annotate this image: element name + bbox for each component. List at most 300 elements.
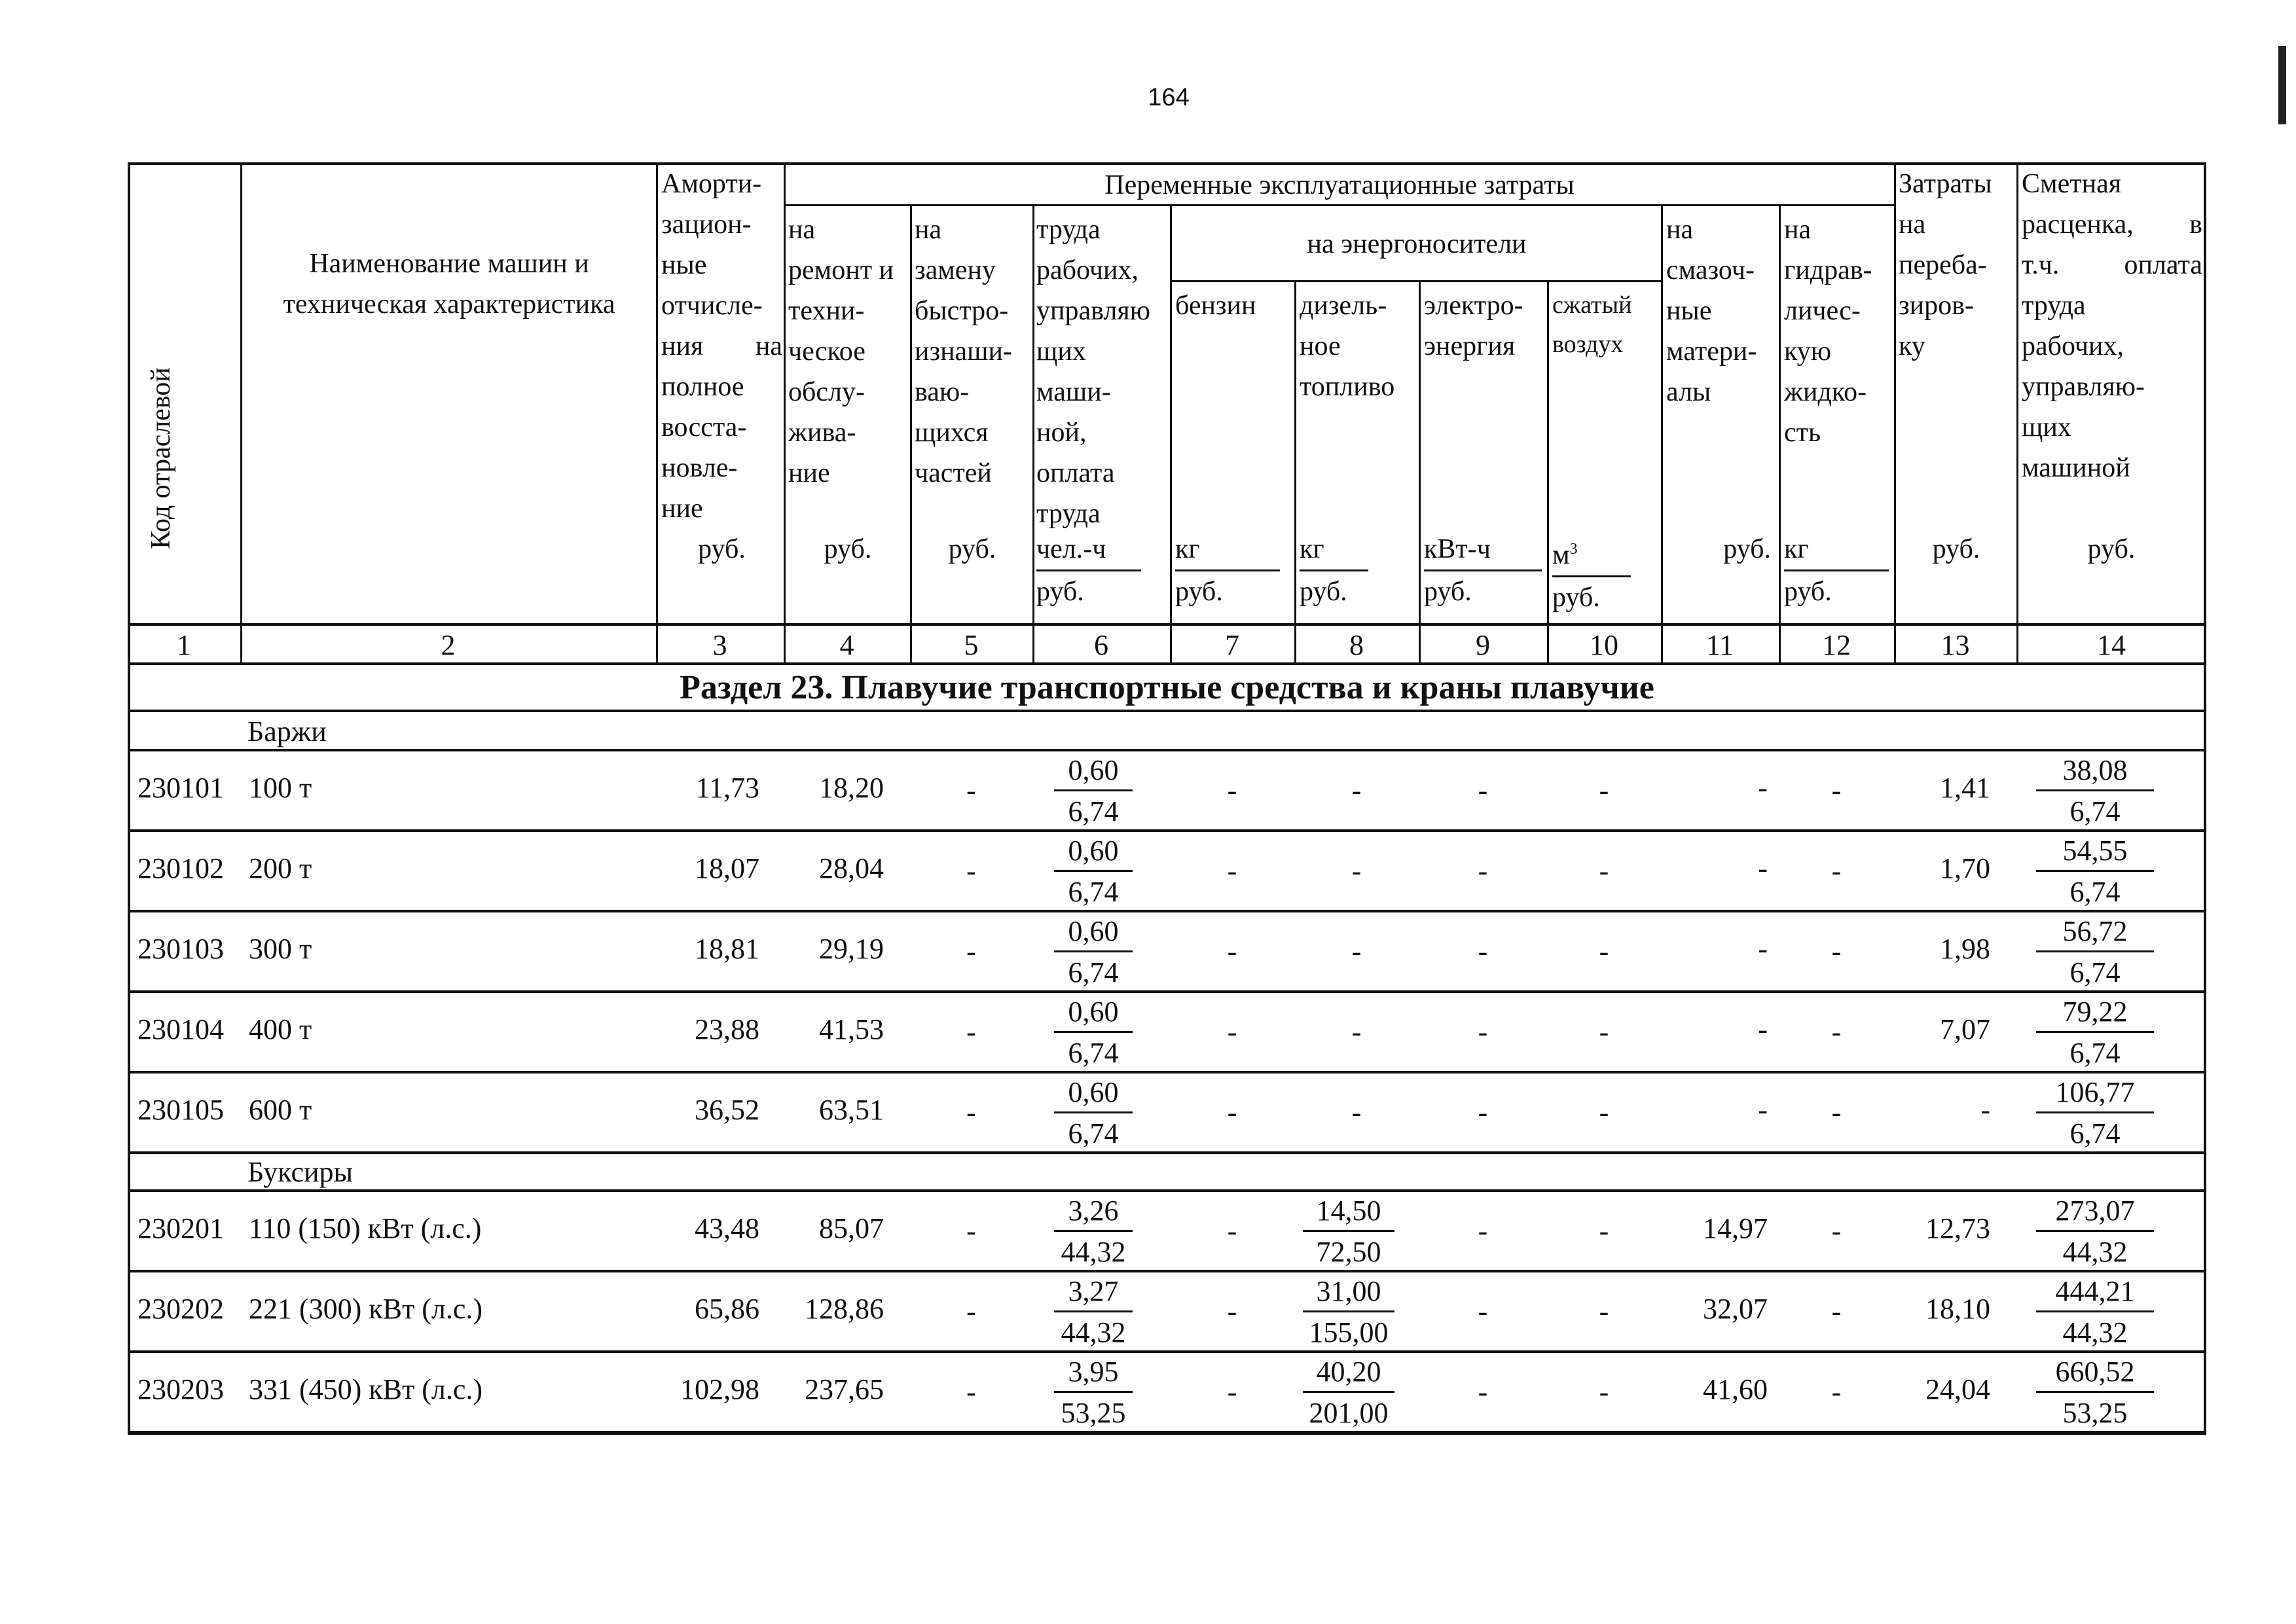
machine-name: 100 т [249, 772, 312, 804]
header-line: управляю [1036, 296, 1151, 326]
fraction-denominator: 44,32 [1061, 1236, 1126, 1268]
fraction-numerator: 56,72 [2036, 912, 2154, 952]
labor-fraction [1054, 1272, 1133, 1350]
relocation-value: 7,07 [1940, 1013, 1990, 1045]
dash-value: - [1351, 1096, 1362, 1128]
unit-line: чел.-ч [1036, 529, 1141, 571]
labor-fraction [1054, 751, 1133, 829]
unit-c3: руб. [698, 534, 746, 564]
header-repair [788, 209, 909, 494]
estimate-fraction [2036, 751, 2154, 829]
row-border [128, 1270, 2206, 1272]
dash-value: - [1351, 855, 1362, 887]
repair-value: 18,20 [819, 772, 884, 804]
machine-code: 230105 [137, 1094, 224, 1126]
dash-value: - [1227, 1215, 1237, 1247]
fraction-numerator: 3,26 [1054, 1192, 1133, 1232]
unit-c6 [1036, 529, 1141, 612]
header-line: энергия [1424, 331, 1516, 361]
machine-name: 300 т [249, 933, 312, 965]
unit-c8 [1300, 529, 1368, 612]
lubricant-value: 32,07 [1703, 1293, 1768, 1325]
dash-value: - [1599, 855, 1609, 887]
column-number: 9 [1476, 629, 1490, 661]
column-number: 5 [964, 629, 979, 661]
dash-value: - [1351, 1016, 1362, 1048]
column-number: 3 [712, 629, 727, 661]
header-estimate [2022, 164, 2202, 488]
column-number: 2 [441, 629, 456, 661]
unit-line: кг [1784, 529, 1889, 571]
labor-fraction [1054, 1074, 1133, 1151]
dash-value: - [1478, 935, 1488, 967]
diesel-fraction [1303, 1192, 1394, 1270]
estimate-fraction [2036, 912, 2154, 990]
header-energy: на энергоносители [1307, 229, 1527, 259]
fraction-denominator: 6,74 [1068, 1037, 1119, 1069]
unit-line: руб. [1424, 577, 1472, 607]
fraction-numerator: 14,50 [1303, 1192, 1394, 1232]
unit-c13: руб. [1932, 534, 1980, 564]
header-line: ное [1300, 331, 1341, 361]
table-right-border [2204, 162, 2206, 1435]
edge-mark [2278, 46, 2286, 124]
col-divider [1170, 204, 1172, 665]
unit-c5: руб. [948, 534, 996, 564]
group-heading: Баржи [247, 715, 327, 748]
fraction-numerator: 660,52 [2036, 1353, 2154, 1393]
labor-fraction [1054, 1192, 1133, 1270]
col-divider [240, 162, 242, 665]
header-line: смазоч- [1666, 255, 1755, 285]
header-line: Сметная [2022, 169, 2122, 199]
dash-value: - [1478, 1295, 1488, 1327]
dash-value: - [1351, 774, 1362, 806]
dash-value: - [1599, 1215, 1609, 1247]
unit-line: кВт-ч [1424, 529, 1542, 571]
fraction-denominator: 44,32 [1061, 1316, 1126, 1348]
fraction-denominator: 155,00 [1309, 1316, 1389, 1348]
header-line: Затраты [1899, 169, 1992, 199]
dash-value: - [1478, 855, 1488, 887]
machine-name: 110 (150) кВт (л.с.) [249, 1212, 482, 1244]
header-relocation [1899, 164, 2015, 367]
header-line: ные [661, 250, 707, 280]
header-line: личес- [1784, 296, 1861, 326]
header-line: оплата [1036, 458, 1115, 488]
fraction-denominator: 6,74 [2069, 1037, 2121, 1069]
header-line: на [788, 215, 816, 245]
machine-name: 221 (300) кВт (л.с.) [249, 1293, 483, 1325]
header-line: труда [2022, 291, 2086, 321]
header-line: на [1666, 215, 1694, 245]
header-line: рабочих, [1036, 255, 1139, 285]
estimate-fraction [2036, 1353, 2154, 1431]
header-line: рабочих, [2022, 331, 2124, 361]
header-line: маши- [1036, 377, 1111, 407]
unit-line [1552, 529, 1631, 577]
header-line: ку [1899, 331, 1925, 361]
col-divider [1032, 204, 1034, 665]
fraction-numerator: 31,00 [1303, 1272, 1394, 1312]
unit-line: руб. [1036, 577, 1084, 607]
header-labor [1036, 209, 1169, 534]
fraction-numerator: 0,60 [1054, 993, 1133, 1033]
dash-value: - [1831, 855, 1842, 887]
amortization-value: 18,07 [695, 852, 759, 884]
dash-value: - [1478, 1016, 1488, 1048]
fraction-denominator: 6,74 [2069, 876, 2121, 908]
lubricant-value: 41,60 [1703, 1373, 1768, 1405]
col-divider [910, 204, 912, 665]
fraction-denominator: 6,74 [2069, 956, 2121, 988]
page-number: 164 [1148, 84, 1190, 111]
group-heading: Буксиры [247, 1156, 354, 1188]
dash-value: - [1831, 1096, 1842, 1128]
dash-value: - [1478, 1215, 1488, 1247]
machine-name: 331 (450) кВт (л.с.) [249, 1373, 483, 1405]
dash-value: - [1831, 1016, 1842, 1048]
row-border [128, 1189, 2206, 1192]
header-parts [915, 209, 1031, 494]
header-lubricants [1666, 209, 1777, 412]
dash-value: - [966, 774, 976, 806]
column-number: 12 [1822, 629, 1851, 661]
row-border [128, 749, 2206, 751]
unit-line: руб. [1175, 577, 1223, 607]
unit-line: кг [1300, 529, 1368, 571]
machine-name: 600 т [249, 1094, 312, 1126]
estimate-fraction [2036, 832, 2154, 910]
header-line: щихся [915, 418, 989, 448]
unit-c12 [1784, 529, 1889, 612]
dash-value: - [1599, 1376, 1609, 1408]
header-line: новле- [661, 453, 738, 483]
amortization-value: 11,73 [695, 772, 759, 804]
column-number: 11 [1705, 629, 1734, 661]
diesel-fraction [1303, 1272, 1394, 1350]
dash-value: - [1227, 1295, 1237, 1327]
column-number: 1 [177, 629, 191, 661]
lubricant-value: 14,97 [1703, 1212, 1768, 1244]
amortization-value: 65,86 [695, 1293, 759, 1325]
unit-line: руб. [1552, 583, 1600, 613]
relocation-value: 24,04 [1925, 1373, 1990, 1405]
column-number: 13 [1941, 629, 1970, 661]
lubricant-value: - [1758, 933, 1768, 965]
unit-line: руб. [1784, 577, 1832, 607]
repair-value: 63,51 [819, 1094, 884, 1126]
dash-value: - [1227, 774, 1237, 806]
dash-value: - [1599, 1295, 1609, 1327]
estimate-fraction [2036, 993, 2154, 1071]
fraction-numerator: 3,27 [1054, 1272, 1133, 1312]
header-line: ния на [661, 331, 782, 361]
unit-text: м [1552, 540, 1570, 570]
column-number: 4 [839, 629, 854, 661]
column-number: 7 [1225, 629, 1239, 661]
header-line: отчисле- [661, 291, 763, 321]
row-border [128, 1151, 2206, 1154]
column-number: 14 [2097, 629, 2126, 661]
unit-c10 [1552, 529, 1631, 618]
header-line: быстро- [915, 296, 1009, 326]
relocation-value: - [1980, 1094, 1990, 1126]
header-code: Код отраслевой [146, 367, 176, 549]
fraction-denominator: 44,32 [2062, 1316, 2128, 1348]
fraction-denominator: 53,25 [1061, 1397, 1126, 1429]
relocation-value: 18,10 [1925, 1293, 1990, 1325]
header-line: т.ч. оплата [2022, 250, 2202, 280]
header-line: воздух [1552, 331, 1624, 358]
fraction-numerator: 54,55 [2036, 832, 2154, 872]
column-number: 10 [1590, 629, 1618, 661]
estimate-fraction [2036, 1074, 2154, 1151]
header-hydraulic [1784, 209, 1893, 453]
header-line: алы [1666, 377, 1711, 407]
header-line: зацион- [661, 209, 752, 240]
row-border [128, 990, 2206, 993]
header-line: полное [661, 372, 744, 402]
row-border [128, 1350, 2206, 1353]
header-line: матери- [1666, 336, 1757, 367]
row-border [128, 1071, 2206, 1074]
dash-value: - [1599, 1016, 1609, 1048]
dash-value: - [1831, 1376, 1842, 1408]
column-number: 8 [1349, 629, 1364, 661]
unit-superscript: 3 [1569, 541, 1578, 558]
dash-value: - [1599, 1096, 1609, 1128]
relocation-value: 1,70 [1940, 852, 1990, 884]
dash-value: - [966, 1215, 976, 1247]
dash-value: - [1478, 1376, 1488, 1408]
dash-value: - [1478, 774, 1488, 806]
col-divider [1779, 204, 1781, 665]
dash-value: - [1831, 1295, 1842, 1327]
dash-value: - [966, 935, 976, 967]
relocation-value: 1,41 [1940, 772, 1990, 804]
header-line: на [1784, 215, 1812, 245]
header-line: труда [1036, 215, 1101, 245]
section-title: Раздел 23. Плавучие транспортные средства и краны плавучие [680, 669, 1654, 706]
row-border [128, 829, 2206, 832]
fraction-numerator: 79,22 [2036, 993, 2154, 1033]
dash-value: - [1227, 1376, 1237, 1408]
header-line: труда [1036, 499, 1101, 529]
header-line: зиров- [1899, 291, 1974, 321]
header-amortization [661, 164, 782, 529]
dash-value: - [1227, 1016, 1237, 1048]
dash-value: - [966, 1376, 976, 1408]
dash-value: - [1227, 1096, 1237, 1128]
header-electricity [1424, 285, 1546, 367]
header-variable-costs: Переменные эксплуатационные затраты [1104, 170, 1575, 200]
fraction-numerator: 444,21 [2036, 1272, 2154, 1312]
unit-c4: руб. [824, 534, 872, 564]
dash-value: - [1831, 1215, 1842, 1247]
header-line: переба- [1899, 250, 1987, 280]
dash-value: - [966, 855, 976, 887]
amortization-value: 102,98 [680, 1373, 759, 1405]
unit-line: кг [1175, 529, 1280, 571]
header-line: сть [1784, 418, 1821, 448]
fraction-denominator: 44,32 [2062, 1236, 2128, 1268]
fraction-denominator: 6,74 [1068, 1117, 1119, 1149]
header-line: управляю- [2022, 372, 2145, 402]
header-line: ваю- [915, 377, 970, 407]
column-number: 6 [1094, 629, 1108, 661]
dash-value: - [1351, 935, 1362, 967]
header-line: кую [1784, 336, 1832, 367]
header-line: жидко- [1784, 377, 1867, 407]
section-title-bottom-border [128, 710, 2206, 712]
header-line: ной, [1036, 418, 1087, 448]
header-diesel [1300, 285, 1417, 407]
unit-c9 [1424, 529, 1542, 612]
col-divider [1661, 204, 1663, 665]
fraction-numerator: 40,20 [1303, 1353, 1394, 1393]
machine-code: 230201 [137, 1212, 224, 1244]
machine-name: 400 т [249, 1013, 312, 1045]
repair-value: 237,65 [805, 1373, 884, 1405]
fraction-denominator: 6,74 [2069, 1117, 2121, 1149]
fraction-denominator: 6,74 [1068, 876, 1119, 908]
machine-code: 230102 [137, 852, 224, 884]
header-line: электро- [1424, 291, 1523, 321]
header-line: ремонт и [788, 255, 894, 285]
fraction-denominator: 6,74 [1068, 956, 1119, 988]
repair-value: 29,19 [819, 933, 884, 965]
lubricant-value: - [1758, 852, 1768, 884]
header-line: изнаши- [915, 336, 1012, 367]
labor-fraction [1054, 912, 1133, 990]
header-line: на [1899, 209, 1926, 240]
dash-value: - [1831, 935, 1842, 967]
header-line: частей [915, 458, 992, 488]
header-line: топливо [1300, 372, 1395, 402]
col-divider [784, 162, 786, 665]
header-line: ные [1666, 296, 1712, 326]
unit-c7 [1175, 529, 1280, 612]
row-border [128, 910, 2206, 912]
machine-name: 200 т [249, 852, 312, 884]
unit-line: руб. [1300, 577, 1347, 607]
unit-c11: руб. [1723, 534, 1771, 564]
header-line: техни- [788, 296, 865, 326]
labor-fraction [1054, 832, 1133, 910]
header-name [244, 244, 655, 325]
header-line: машиной [2022, 453, 2130, 483]
lubricant-value: - [1758, 772, 1768, 804]
col-divider [1894, 162, 1896, 665]
col-divider [2016, 162, 2018, 665]
labor-fraction [1054, 1353, 1133, 1431]
fraction-numerator: 0,60 [1054, 832, 1133, 872]
header-line: замену [915, 255, 996, 285]
header-line: Аморти- [661, 169, 762, 199]
header-line: расценка, в [2022, 209, 2202, 240]
header-line: щих [2022, 412, 2071, 442]
fraction-numerator: 273,07 [2036, 1192, 2154, 1232]
estimate-fraction [2036, 1272, 2154, 1350]
repair-value: 28,04 [819, 852, 884, 884]
relocation-value: 1,98 [1940, 933, 1990, 965]
repair-value: 128,86 [805, 1293, 884, 1325]
machine-code: 230202 [137, 1293, 224, 1325]
header-name-line: техническая характеристика [283, 289, 615, 319]
fraction-numerator: 0,60 [1054, 751, 1133, 791]
dash-value: - [966, 1016, 976, 1048]
labor-fraction [1054, 993, 1133, 1071]
dash-value: - [1599, 935, 1609, 967]
machine-code: 230103 [137, 933, 224, 965]
header-line: обслу- [788, 377, 865, 407]
repair-value: 41,53 [819, 1013, 884, 1045]
dash-value: - [1227, 855, 1237, 887]
lubricant-value: - [1758, 1013, 1768, 1045]
header-name-line: Наименование машин и [309, 249, 589, 279]
estimate-fraction [2036, 1192, 2154, 1270]
machine-code: 230203 [137, 1373, 224, 1405]
dash-value: - [966, 1096, 976, 1128]
dash-value: - [1831, 774, 1842, 806]
lubricant-value: - [1758, 1094, 1768, 1126]
header-line: ние [661, 494, 703, 524]
row-border [128, 1431, 2206, 1434]
amortization-value: 36,52 [695, 1094, 759, 1126]
header-line: на [915, 215, 942, 245]
fraction-denominator: 6,74 [2069, 795, 2121, 827]
fraction-numerator: 3,95 [1054, 1353, 1133, 1393]
fraction-numerator: 0,60 [1054, 1074, 1133, 1113]
col-divider [1294, 280, 1296, 665]
col-divider [1419, 280, 1421, 665]
fraction-denominator: 72,50 [1316, 1236, 1381, 1268]
fraction-denominator: 53,25 [2062, 1397, 2128, 1429]
col-divider [656, 162, 658, 665]
fraction-denominator: 201,00 [1309, 1397, 1389, 1429]
header-line: жива- [788, 418, 856, 448]
header-line: гидрав- [1784, 255, 1872, 285]
energy-divider [1170, 280, 1661, 282]
header-petrol: бензин [1175, 291, 1256, 321]
header-compressed-air [1552, 285, 1660, 364]
dash-value: - [1227, 935, 1237, 967]
fraction-numerator: 0,60 [1054, 912, 1133, 952]
relocation-value: 12,73 [1925, 1212, 1990, 1244]
amortization-value: 18,81 [695, 933, 759, 965]
dash-value: - [1478, 1096, 1488, 1128]
amortization-value: 23,88 [695, 1013, 759, 1045]
fraction-numerator: 38,08 [2036, 751, 2154, 791]
header-line: ческое [788, 336, 866, 367]
fraction-numerator: 106,77 [2036, 1074, 2154, 1113]
col-divider [1547, 280, 1549, 665]
dash-value: - [966, 1295, 976, 1327]
dash-value: - [1599, 774, 1609, 806]
header-line: дизель- [1300, 291, 1387, 321]
header-line: ние [788, 458, 830, 488]
header-line: восста- [661, 412, 747, 442]
diesel-fraction [1303, 1353, 1394, 1431]
fraction-denominator: 6,74 [1068, 795, 1119, 827]
unit-c14: руб. [2087, 534, 2136, 564]
amortization-value: 43,48 [695, 1212, 759, 1244]
header-line: сжатый [1552, 291, 1632, 319]
machine-code: 230101 [137, 772, 224, 804]
machine-code: 230104 [137, 1013, 224, 1045]
header-line: щих [1036, 336, 1086, 367]
